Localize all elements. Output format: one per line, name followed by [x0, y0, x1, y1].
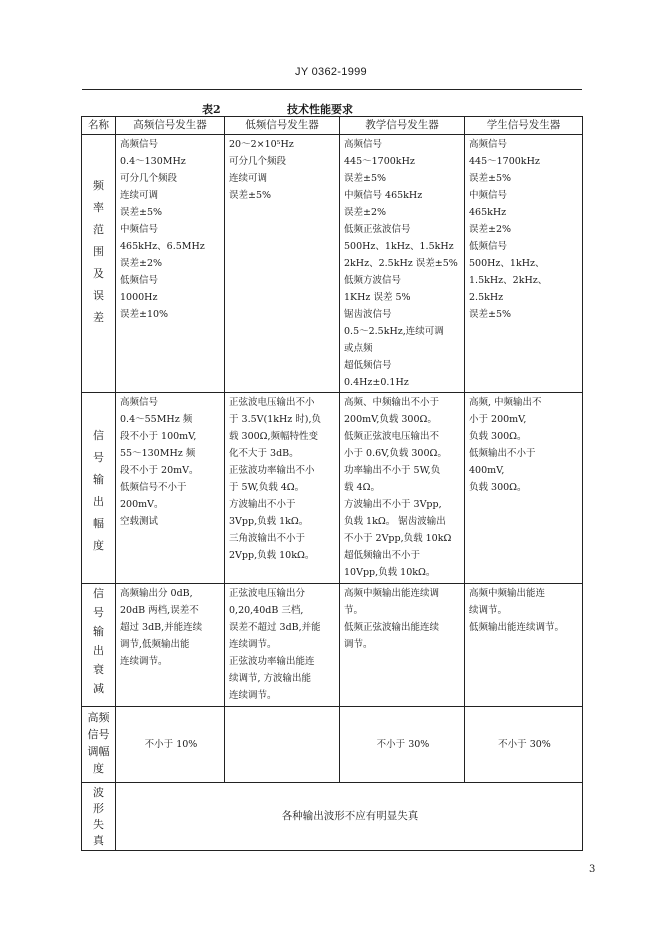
standard-code: JY 0362-1999	[295, 66, 367, 78]
spec-table	[81, 116, 583, 851]
row-frequency	[82, 135, 583, 393]
cell-frequency-student: 高频信号 445～1700kHz 误差±5% 中频信号 465kHz 误差±2% 低频信号 500Hz、1kHz、 1.5kHz、2kHz、 2.5kHz 误差±5%	[465, 135, 583, 393]
row-label-modulation: 高频 信号 调幅 度	[82, 707, 116, 783]
cell-modulation-student: 不小于 30%	[465, 707, 583, 783]
cell-amplitude-hf: 高频信号 0.4～55MHz 频 段不小于 100mV, 55～130MHz 频 段不小于 20mV。 低频信号不小于 200mV。 空载测试	[116, 393, 225, 584]
table-number: 表2	[202, 103, 221, 116]
cell-attenuation-lf: 正弦波电压输出分 0,20,40dB 三档, 误差不超过 3dB,并能 连续调节。 正弦波功率输出能连 续调节, 方波输出能 连续调节。	[225, 584, 340, 707]
row-modulation	[82, 707, 583, 783]
col-header-lf: 低频信号发生器	[225, 117, 340, 135]
page-number: 3	[589, 864, 596, 875]
col-header-name: 名称	[82, 117, 116, 135]
cell-distortion-merged: 各种输出波形不应有明显失真	[116, 783, 583, 851]
row-amplitude	[82, 393, 583, 584]
col-header-student: 学生信号发生器	[465, 117, 583, 135]
row-label-attenuation: 信 号 输 出 衰 减	[82, 584, 116, 707]
cell-frequency-teach: 高频信号 445～1700kHz 误差±5% 中频信号 465kHz 误差±2% 低频正弦波信号 500Hz、1kHz、1.5kHz 2kHz、2.5kHz 误差±5% 低频方波信号 1KHz 误差 5% 锯齿波信号 0.5～2.5kHz,连续可调 或点频 超低频信号 0.4Hz±0.1Hz	[340, 135, 465, 393]
col-header-hf: 高频信号发生器	[116, 117, 225, 135]
cell-frequency-lf: 20～2×10⁵Hz 可分几个频段 连续可调 误差±5%	[225, 135, 340, 393]
cell-amplitude-lf: 正弦波电压输出不小 于 3.5V(1kHz 时),负 载 300Ω,频幅特性变 化不大于 3dB。 正弦波功率输出不小 于 5W,负载 4Ω。 方波输出不小于 3Vpp,负载 1kΩ。 三角波输出不小于 2Vpp,负载 10kΩ。	[225, 393, 340, 584]
header-rule	[82, 89, 582, 90]
row-label-frequency: 频 率 范 围 及 误 差	[82, 135, 116, 393]
header-row	[82, 117, 583, 135]
table-title: 技术性能要求	[287, 103, 353, 116]
row-label-amplitude: 信 号 输 出 幅 度	[82, 393, 116, 584]
cell-amplitude-teach: 高频、中频输出不小于 200mV,负载 300Ω。 低频正弦波电压输出不 小于 0.6V,负载 300Ω。 功率输出不小于 5W,负 载 4Ω。 方波输出不小于 3Vpp, 负载 1kΩ。 锯齿波输出 不小于 2Vpp,负载 10kΩ 超低频输出不小于 10Vpp,负载 10kΩ。	[340, 393, 465, 584]
row-label-distortion: 波 形 失 真	[82, 783, 116, 851]
col-header-teach: 教学信号发生器	[340, 117, 465, 135]
cell-attenuation-hf: 高频输出分 0dB, 20dB 两档,误差不 超过 3dB,并能连续 调节,低频输出能 连续调节。	[116, 584, 225, 707]
row-attenuation	[82, 584, 583, 707]
cell-amplitude-student: 高频, 中频输出不 小于 200mV, 负载 300Ω。 低频输出不小于 400mV, 负载 300Ω。	[465, 393, 583, 584]
cell-attenuation-teach: 高频中频输出能连续调 节。 低频正弦波输出能连续 调节。	[340, 584, 465, 707]
cell-attenuation-student: 高频中频输出能连 续调节。 低频输出能连续调节。	[465, 584, 583, 707]
row-distortion	[82, 783, 583, 851]
cell-frequency-hf: 高频信号 0.4～130MHz 可分几个频段 连续可调 误差±5% 中频信号 465kHz、6.5MHz 误差±2% 低频信号 1000Hz 误差±10%	[116, 135, 225, 393]
cell-modulation-lf	[225, 707, 340, 783]
cell-modulation-teach: 不小于 30%	[340, 707, 465, 783]
cell-modulation-hf: 不小于 10%	[116, 707, 225, 783]
